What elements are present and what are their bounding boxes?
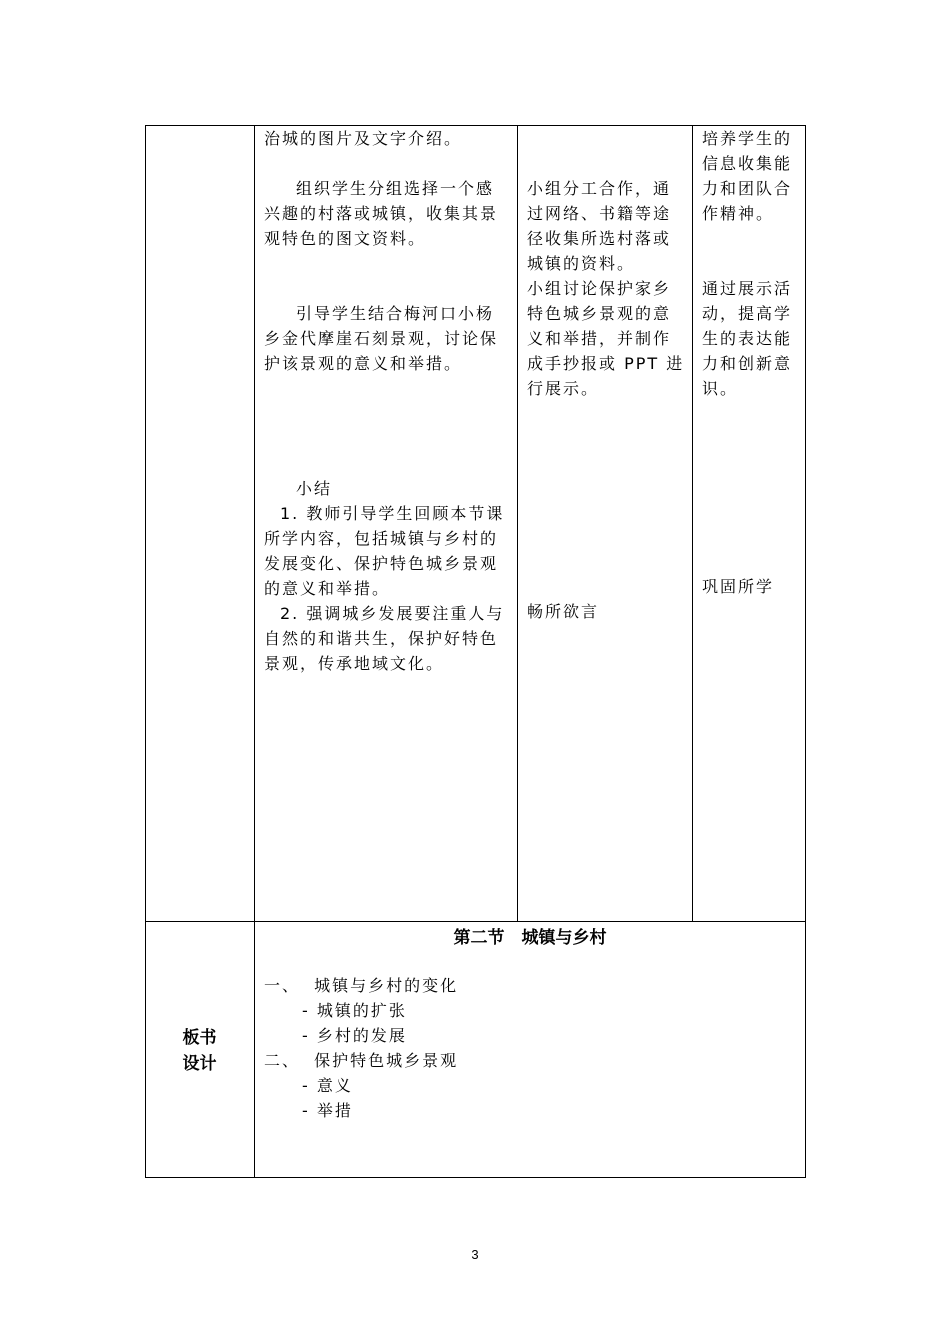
design-intent-cell [702, 126, 802, 401]
board-label-line1: 板书 [182, 1028, 217, 1048]
student-text-3: 畅所欲言 [527, 602, 600, 621]
board-item-1b: - 乡村的发展 [302, 1026, 407, 1045]
row-divider [145, 921, 806, 922]
col-divider-3 [692, 125, 693, 922]
board-item-1a: - 城镇的扩张 [302, 1001, 407, 1020]
teacher-text-2: 组织学生分组选择一个感兴趣的村落或城镇，收集其景观特色的图文资料。 [264, 179, 499, 248]
student-text-1: 小组分工合作，通过网络、书籍等途径收集所选村落或城镇的资料。 [527, 179, 672, 273]
teacher-text-3: 引导学生结合梅河口小杨乡金代摩崖石刻景观，讨论保护该景观的意义和举措。 [264, 304, 499, 373]
board-item-2b: - 举措 [302, 1101, 353, 1120]
board-item-2a: - 意义 [302, 1076, 353, 1095]
intent-text-2: 通过展示活动，提高学生的表达能力和创新意识。 [702, 279, 793, 398]
student-text-2: 小组讨论保护家乡特色城乡景观的意义和举措，并制作成手抄报或 PPT 进行展示。 [527, 279, 685, 398]
teacher-activity-cell [264, 126, 510, 676]
summary-item-2: 2. 强调城乡发展要注重人与自然的和谐共生，保护好特色景观，传承地域文化。 [264, 604, 505, 673]
summary-title: 小结 [296, 479, 333, 498]
board-title: 第二节 城镇与乡村 [453, 928, 607, 948]
intent-text-3-cell [702, 574, 802, 599]
board-outline [264, 973, 458, 1123]
page-number: 3 [471, 1247, 479, 1262]
col-divider-2 [517, 125, 518, 922]
intent-text-1: 培养学生的信息收集能力和团队合作精神。 [702, 129, 793, 223]
intent-text-3: 巩固所学 [702, 577, 775, 596]
board-design-label [145, 1025, 254, 1077]
board-label-line2: 设计 [182, 1054, 217, 1074]
summary-item-1: 1. 教师引导学生回顾本节课所学内容，包括城镇与乡村的发展变化、保护特色城乡景观的意义和举措。 [264, 504, 505, 598]
student-activity-cell [527, 176, 687, 401]
teacher-text-1: 治城的图片及文字介绍。 [264, 129, 463, 148]
board-item-2: 二、 保护特色城乡景观 [264, 1051, 459, 1070]
student-text-3-cell [527, 599, 687, 624]
col-divider-1 [254, 125, 255, 1178]
board-item-1: 一、 城镇与乡村的变化 [264, 976, 459, 995]
